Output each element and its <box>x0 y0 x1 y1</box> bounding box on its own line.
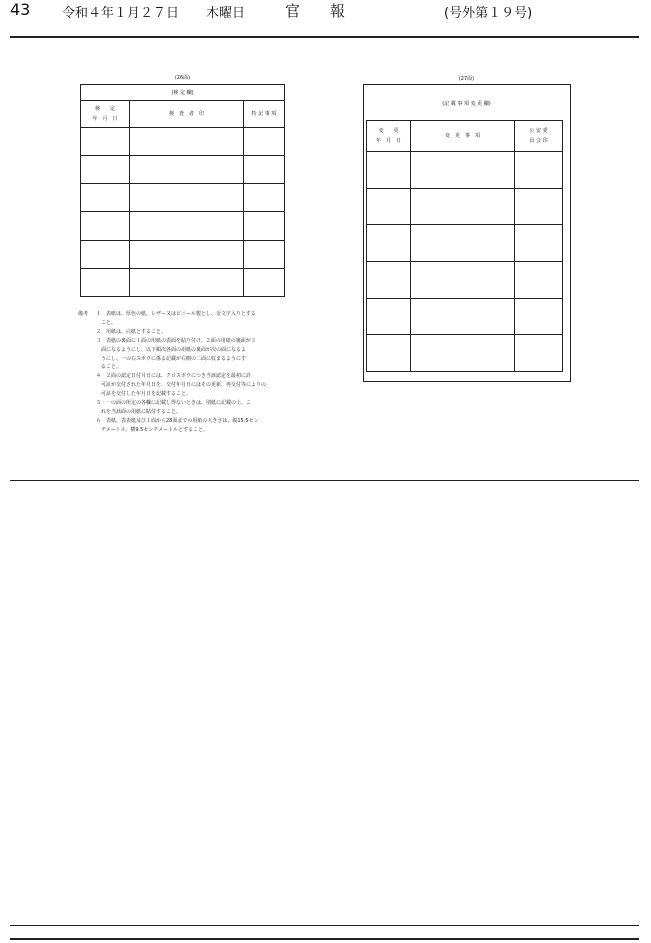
note-line: 可証が交付された年月日を、交付年月日にはその更新、再交付等によりの <box>96 382 267 389</box>
form-27-col-date-line1: 変 更 <box>378 128 399 134</box>
note-line: チメートル、横9.5センチメートルとすること。 <box>96 426 209 433</box>
note-line: こと。 <box>96 319 117 326</box>
form-27-section-title: (記 載 事 項 変 更 欄) <box>442 101 491 107</box>
header-rule <box>10 36 639 38</box>
note-line: １ 表紙は、厚色の紙、レザー又はビニール製とし、金文字入りとする <box>96 311 256 317</box>
notes-label: 備考 <box>78 311 89 317</box>
form-26-col-date <box>81 101 130 128</box>
issue-weekday: 木曜日 <box>206 6 246 21</box>
form-26-caption: (26面) <box>174 75 191 81</box>
form-27-col-main: 変 更 事 項 <box>411 121 515 152</box>
footer-rule-upper <box>10 925 639 926</box>
footer-rule-lower <box>10 938 639 940</box>
form-26-col-remarks: 特 記 事 項 <box>244 101 285 128</box>
table-row <box>81 268 285 296</box>
form-26-table <box>80 84 285 297</box>
form-26-section-title: (検 定 欄) <box>81 85 285 101</box>
form-27-caption: (27面) <box>458 76 475 82</box>
table-row <box>81 156 285 184</box>
note-line: ６ 表紙、表表紙及び１面から28面までの用紙の大きさは、縦15.5セン <box>96 417 259 424</box>
page-number: 43 <box>10 0 31 19</box>
form-27-col-officer-line2: 員 会 印 <box>529 138 548 144</box>
note-line: 面になるようにし、以下順次各面の用紙の裏面が次の面になるよ <box>96 346 247 353</box>
form-26-col-main: 検 査 者 印 <box>130 101 244 128</box>
form-27-col-date <box>367 121 411 152</box>
notes-list <box>96 310 266 435</box>
note-line: ５ 一の面の所定の各欄に記載し得ないときは、別紙に記載の上、こ <box>96 400 252 407</box>
form-26-col-date-line1: 検 定 <box>94 106 115 112</box>
form-27-table <box>366 120 563 372</box>
note-line: ること。 <box>96 364 122 371</box>
publication-title: 官 報 <box>285 2 346 20</box>
table-row <box>81 240 285 268</box>
issue-date: 令和４年１月２７日 <box>62 6 180 21</box>
form-26-col-date-line2: 年 月 日 <box>92 116 118 122</box>
table-row <box>81 128 285 156</box>
note-line: ３ 表紙の裏面に１面の用紙の表面を貼り付け、２面の用紙の裏面が３ <box>96 337 256 344</box>
note-line: れを当該面の用紙に貼付すること。 <box>96 408 182 415</box>
section-rule <box>10 480 639 481</box>
table-row <box>367 298 563 335</box>
table-row <box>81 212 285 240</box>
form-27-col-officer <box>515 121 563 152</box>
note-line: ４ ２面の認定日付月日には、クロスボウにつき当該認定を最初に許 <box>96 373 251 380</box>
note-line: 可証を交付した年月日を記載すること。 <box>96 391 192 398</box>
note-line: ２ 用紙は、白紙とすること。 <box>96 328 167 335</box>
table-row <box>367 225 563 262</box>
table-row <box>367 188 563 225</box>
issue-number: (号外第１９号) <box>444 6 533 21</box>
table-row <box>367 261 563 298</box>
note-line: うにし、一の右スポウに係る記載が右側の二面に収まるようにす <box>96 355 247 362</box>
table-row <box>367 152 563 189</box>
form-27-col-officer-line1: 公 安 委 <box>529 128 548 134</box>
table-row <box>81 184 285 212</box>
form-27-col-date-line2: 年 月 日 <box>375 138 401 144</box>
table-row <box>367 335 563 372</box>
